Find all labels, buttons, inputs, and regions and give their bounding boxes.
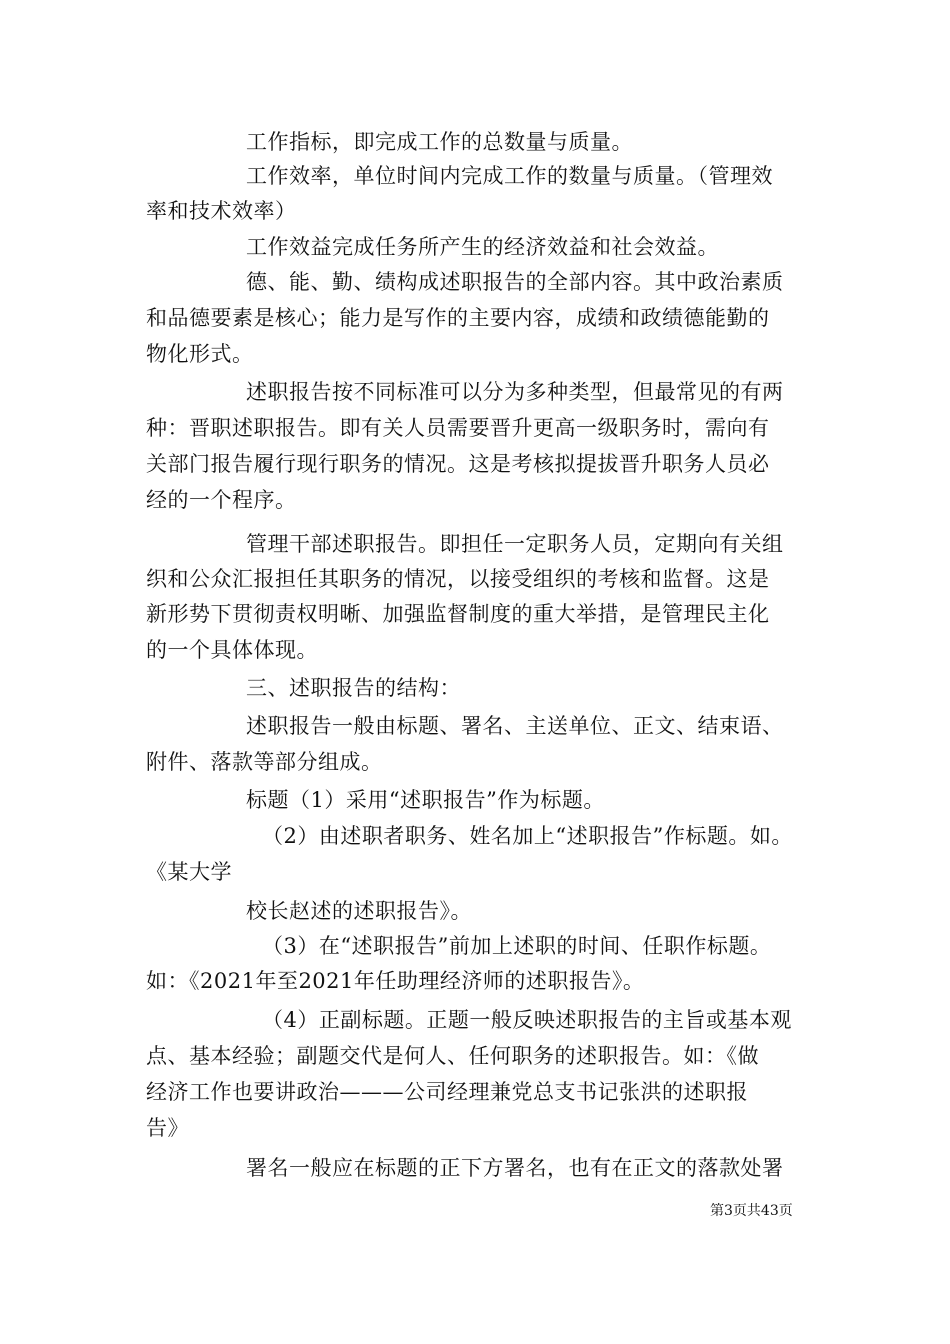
paragraph-line: 关部门报告履行现行职务的情况。这是考核拟提拔晋升职务人员必 (146, 452, 770, 476)
paragraph-line: 附件、落款等部分组成。 (146, 750, 383, 774)
paragraph-line: 织和公众汇报担任其职务的情况，以接受组织的考核和监督。这是 (146, 567, 770, 591)
paragraph-line: （4）正副标题。正题一般反映述职报告的主旨或基本观 (262, 1008, 792, 1032)
paragraph-line: 校长赵述的述职报告》。 (246, 899, 472, 923)
paragraph-line: 经济工作也要讲政治———公司经理兼党总支书记张洪的述职报 (146, 1080, 748, 1104)
page-number-footer: 第3页共43页 (710, 1203, 793, 1219)
paragraph-line: 署名一般应在标题的正下方署名，也有在正文的落款处署 (246, 1156, 784, 1180)
paragraph-line: 点、基本经验；副题交代是何人、任何职务的述职报告。如：《做 (146, 1044, 759, 1068)
paragraph-line: （3）在“述职报告”前加上述职的时间、任职作标题。 (262, 934, 772, 958)
paragraph-line: 率和技术效率） (146, 199, 297, 223)
paragraph-line: 述职报告一般由标题、署名、主送单位、正文、结束语、 (246, 714, 784, 738)
paragraph-line: 工作效益完成任务所产生的经济效益和社会效益。 (246, 235, 719, 259)
paragraph-line: 的一个具体体现。 (146, 638, 318, 662)
paragraph-line: 经的一个程序。 (146, 488, 297, 512)
paragraph-line: 告》 (146, 1116, 189, 1140)
paragraph-line: 工作效率，单位时间内完成工作的数量与质量。（管理效 (246, 164, 773, 188)
paragraph-line: 《某大学 (146, 860, 232, 884)
paragraph-line: 新形势下贯彻责权明晰、加强监督制度的重大举措，是管理民主化 (146, 602, 770, 626)
section-heading: 三、述职报告的结构： (246, 676, 461, 700)
paragraph-line: 如：《2021年至2021年任助理经济师的述职报告》。 (146, 969, 645, 993)
paragraph-line: 德、能、勤、绩构成述职报告的全部内容。其中政治素质 (246, 270, 784, 294)
paragraph-line: 工作指标，即完成工作的总数量与质量。 (246, 130, 633, 154)
paragraph-line: 和品德要素是核心；能力是写作的主要内容，成绩和政绩德能勤的 (146, 306, 770, 330)
paragraph-line: 标题（1）采用“述职报告”作为标题。 (246, 788, 605, 812)
paragraph-line: 物化形式。 (146, 342, 254, 366)
paragraph-line: 种：晋职述职报告。即有关人员需要晋升更高一级职务时，需向有 (146, 416, 770, 440)
paragraph-line: 管理干部述职报告。即担任一定职务人员，定期向有关组 (246, 532, 784, 556)
paragraph-line: （2）由述职者职务、姓名加上“述职报告”作标题。如。 (262, 824, 793, 848)
paragraph-line: 述职报告按不同标准可以分为多种类型，但最常见的有两 (246, 380, 784, 404)
